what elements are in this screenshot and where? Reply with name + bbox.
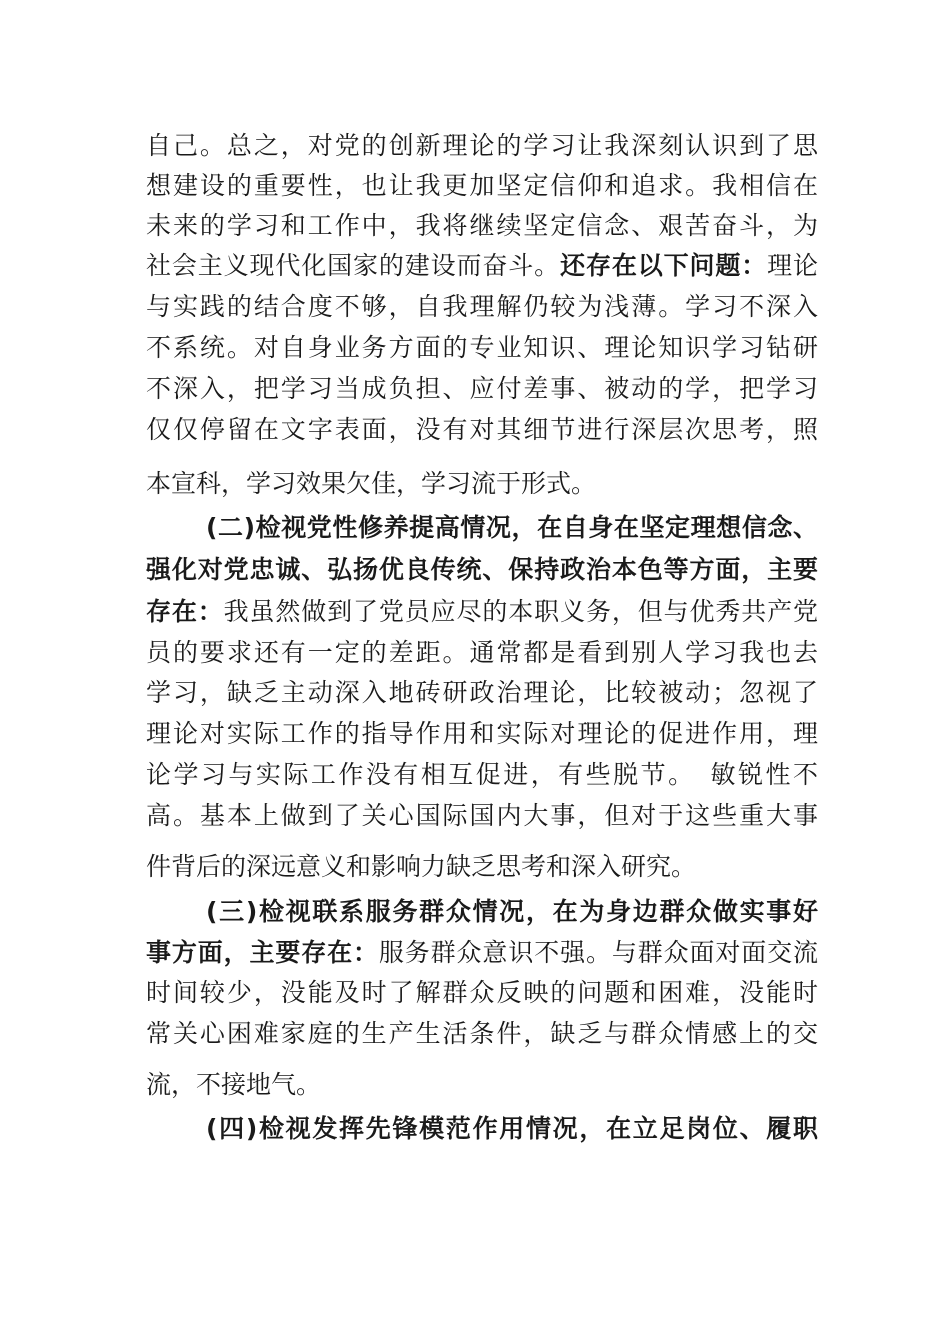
line-text: 服务群众意识不强。与群众面对面交流 xyxy=(378,938,818,967)
line-text: 不深入，把学习当成负担、应付差事、被动的学，把学习 xyxy=(146,374,818,403)
line-text: 件背后的深远意义和影响力缺乏思考和深入研究。 xyxy=(146,852,697,881)
text-line xyxy=(146,166,818,206)
bold-heading-text: 还存在以下问题： xyxy=(560,251,768,280)
line-text: 自己。总之，对党的创新理论的学习让我深刻认识到了思 xyxy=(146,131,818,160)
text-line xyxy=(146,847,818,887)
line-text: 我虽然做到了党员应尽的本职义务，但与优秀共产党 xyxy=(223,597,818,626)
line-text: 流，不接地气。 xyxy=(146,1070,322,1099)
text-line xyxy=(146,973,818,1013)
line-text: 员的要求还有一定的差距。通常都是看到别人学习我也去 xyxy=(146,638,818,667)
text-line xyxy=(146,328,818,368)
bold-heading-text: 存在： xyxy=(146,597,224,626)
line-text: 时间较少，没能及时了解群众反映的问题和困难，没能时 xyxy=(146,978,818,1007)
bold-heading-text: (二)检视党性修养提高情况，在自身在坚定理想信念、 xyxy=(206,513,818,542)
text-line xyxy=(146,550,818,590)
text-line xyxy=(146,592,818,632)
line-text: 论学习与实际工作没有相互促进，有些脱节。 敏锐性不 xyxy=(146,760,818,789)
text-line xyxy=(146,633,818,673)
text-line xyxy=(146,464,818,504)
bold-heading-text: (三)检视联系服务群众情况，在为身边群众做实事好 xyxy=(206,897,818,926)
line-text: 本宣科，学习效果欠佳，学习流于形式。 xyxy=(146,469,597,498)
text-line xyxy=(146,246,818,286)
line-text: 理论 xyxy=(767,251,818,280)
text-line xyxy=(146,206,818,246)
line-text: 高。基本上做到了关心国际国内大事，但对于这些重大事 xyxy=(146,801,818,830)
bold-heading-text: 事方面，主要存在： xyxy=(146,938,379,967)
text-line xyxy=(146,287,818,327)
text-line xyxy=(146,1065,818,1105)
line-text: 常关心困难家庭的生产生活条件，缺乏与群众情感上的交 xyxy=(146,1019,818,1048)
line-text: 未来的学习和工作中，我将继续坚定信念、艰苦奋斗，为 xyxy=(146,211,818,240)
text-line xyxy=(146,755,818,795)
text-line xyxy=(146,933,818,973)
text-line xyxy=(146,126,818,166)
section-heading-4 xyxy=(206,1109,818,1149)
bold-heading-text: 强化对党忠诚、弘扬优良传统、保持政治本色等方面，主要 xyxy=(146,555,818,584)
line-text: 仅仅停留在文字表面，没有对其细节进行深层次思考，照 xyxy=(146,415,818,444)
section-heading-2 xyxy=(206,508,818,548)
section-heading-3 xyxy=(206,892,818,932)
text-line xyxy=(146,410,818,450)
text-line xyxy=(146,1014,818,1054)
text-line xyxy=(146,369,818,409)
line-text: 想建设的重要性，也让我更加坚定信仰和追求。我相信在 xyxy=(146,171,818,200)
text-line xyxy=(146,796,818,836)
line-text: 与实践的结合度不够，自我理解仍较为浅薄。学习不深入 xyxy=(146,292,818,321)
line-text: 不系统。对自身业务方面的专业知识、理论知识学习钻研 xyxy=(146,333,818,362)
text-line xyxy=(146,714,818,754)
line-text: 社会主义现代化国家的建设而奋斗。 xyxy=(146,251,561,280)
bold-heading-text: (四)检视发挥先锋模范作用情况，在立足岗位、履职 xyxy=(206,1114,818,1143)
line-text: 理论对实际工作的指导作用和实际对理论的促进作用，理 xyxy=(146,719,818,748)
text-line xyxy=(146,673,818,713)
line-text: 学习，缺乏主动深入地砖研政治理论，比较被动；忽视了 xyxy=(146,678,818,707)
